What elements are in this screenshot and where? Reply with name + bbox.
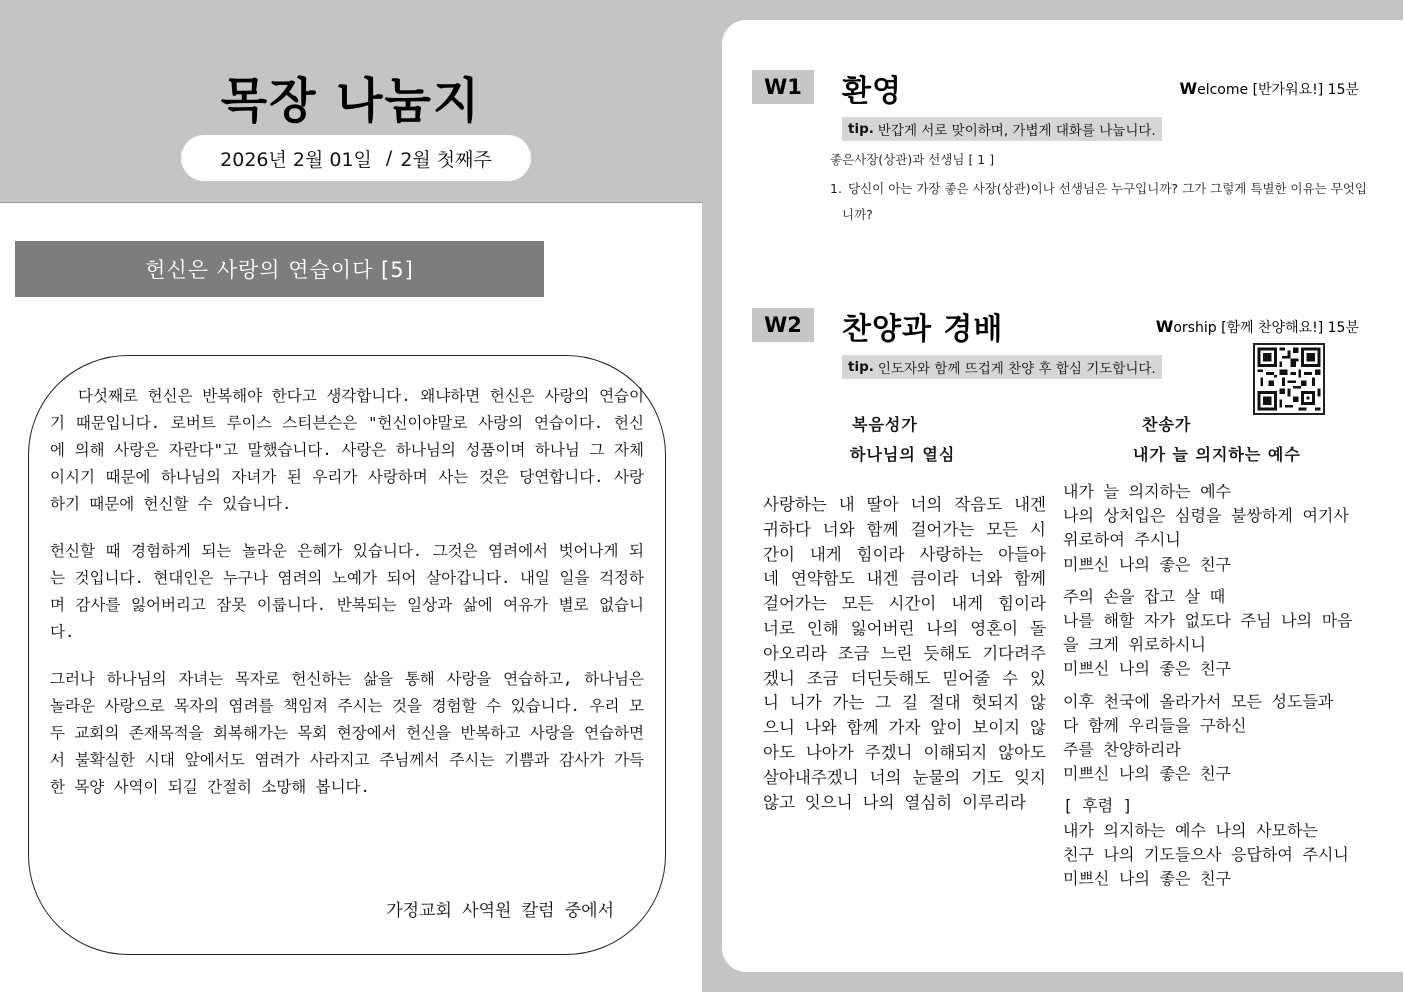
- column-paragraph: 그러나 하나님의 자녀는 목자로 헌신하는 삶을 통해 사랑을 연습하고, 하나님은 놀라운 사랑으로 목자의 염려를 책임져 주시는 것을 경험할 수 있습니다. 우리 모두 교회의 존재목적을 회복해가는 목회 현장에서 헌신을 반복하고 사랑을 연습하면서 불확실한 시대 앞에서도 염려가 사라지고 주님께서 주시는 기쁨과 감사가 가득한 목양 사역이 되길 간절히 소망해 봅니다.: [50, 670, 644, 796]
- column-title-banner: 헌신은 사랑의 연습이다 [5]: [15, 241, 544, 297]
- w1-topic: 좋은사장(상관)과 선생님 [ 1 ]: [830, 152, 995, 167]
- header-divider: [0, 202, 702, 203]
- w2-title: 찬양과 경배: [842, 312, 1004, 347]
- page-title: 목장 나눔지: [220, 73, 482, 129]
- w1-subtitle-cap: W: [1179, 79, 1198, 98]
- question-line-1: 당신이 아는 가장 좋은 사장(상관)이나 선생님은 누구입니까? 그가 그렇게 특별한 이유는 무엇입: [848, 181, 1367, 196]
- w2-tip: [842, 355, 1162, 379]
- w1-badge: W1: [752, 70, 814, 104]
- song1-lyrics: 사랑하는 내 딸아 너의 작음도 내겐 귀하다 너와 함께 걸어가는 모든 시간이 내게 힘이라 사랑하는 아들아 네 연약함도 내겐 큼이라 너와 함께 걸어가는 모든 시간이 내게 힘이라 너로 인해 잃어버린 나의 영혼이 돌아오리라 조금 느린 듯해도 기다려주겠니 조금 더딘듯해도 믿어줄 수 있니 니가 가는 그 길 절대 헛되지 않으니 나와 함께 가자 앞이 보이지 않아도 나아가 주겠니 이해되지 않아도 살아내주겠니 너의 눈물의 기도 잊지 않고 잇으니 나의 열심히 이루리라: [763, 495, 1046, 812]
- column-paragraph: 헌신할 때 경험하게 되는 놀라운 은혜가 있습니다. 그것은 염려에서 벗어나게 되는 것입니다. 현대인은 누구나 염려의 노예가 되어 살아갑니다. 내일 일을 걱정하며 감사를 잃어버리고 잠못 이룹니다. 반복되는 일상과 삶에 여유가 별로 없습니다.: [50, 542, 644, 641]
- song2-lyrics: [1063, 480, 1375, 899]
- w1-tip-text: 반갑게 서로 맞이하며, 가볍게 대화를 나눕니다.: [877, 123, 1156, 139]
- question-number: 1.: [830, 181, 842, 196]
- song2-stanza: [1063, 794, 1375, 891]
- lyric-line: 나의 상처입은 심령을 불쌍하게 여기사: [1063, 506, 1349, 526]
- left-header: [0, 0, 702, 202]
- question-line-2: 니까?: [842, 207, 873, 222]
- lyric-line: 내가 의지하는 예수 나의 사모하는: [1063, 820, 1318, 840]
- w1-subtitle-rest: elcome [반가워요!] 15분: [1197, 82, 1359, 98]
- song2-category: 찬송가: [1142, 415, 1192, 434]
- w1-question: [830, 176, 1370, 228]
- song2-stanza: [1063, 690, 1375, 787]
- lyric-line: 주를 찬양하리라: [1063, 740, 1181, 760]
- song1-category: 복음성가: [852, 415, 918, 434]
- w2-subtitle-rest: orship [함께 찬양해요!] 15분: [1173, 320, 1359, 336]
- lyric-line: 을 크게 위로하시니: [1063, 635, 1206, 655]
- song1-title: 하나님의 열심: [850, 445, 956, 464]
- week-text: 2월 첫째주: [400, 148, 492, 171]
- w2-subtitle-cap: W: [1155, 317, 1174, 336]
- date-text: 2026년 2월 01일: [220, 148, 372, 171]
- date-pill: [181, 135, 531, 181]
- column-source: 가정교회 사역원 칼럼 중에서: [386, 901, 614, 921]
- w1-tip: [842, 117, 1162, 141]
- lyric-line: 미쁘신 나의 좋은 친구: [1063, 764, 1232, 784]
- lyric-line: 미쁘신 나의 좋은 친구: [1063, 869, 1232, 889]
- qr-code-graphic: [1255, 345, 1323, 413]
- w2-badge: W2: [752, 308, 814, 342]
- lyric-line: 내가 늘 의지하는 예수: [1063, 482, 1232, 501]
- song2-stanza: [1063, 480, 1375, 577]
- song2-stanza: [1063, 585, 1375, 682]
- lyric-line: 친구 나의 기도들으사 응답하여 주시니: [1063, 844, 1349, 864]
- lyric-line: 미쁘신 나의 좋은 친구: [1063, 554, 1232, 574]
- w2-tip-label: tip.: [848, 359, 874, 375]
- w1-subtitle: [1179, 79, 1359, 99]
- lyric-line: 미쁘신 나의 좋은 친구: [1063, 659, 1232, 679]
- lyric-line: 위로하여 주시니: [1063, 530, 1181, 550]
- qr-code-icon[interactable]: [1253, 343, 1325, 415]
- lyric-line: 주의 손을 잡고 살 때: [1063, 586, 1226, 606]
- w1-tip-label: tip.: [848, 121, 874, 137]
- column-body: [50, 383, 644, 821]
- lyric-line: 이후 천국에 올라가서 모든 성도들과: [1063, 691, 1334, 711]
- lyric-line: [ 후렴 ]: [1063, 796, 1133, 816]
- lyric-line: 다 함께 우리들을 구하신: [1063, 715, 1247, 735]
- lyric-line: 나를 해할 자가 없도다 주님 나의 마음: [1063, 611, 1353, 631]
- date-separator: /: [385, 147, 393, 169]
- w1-title: 환영: [842, 74, 902, 109]
- w2-tip-text: 인도자와 함께 뜨겁게 찬양 후 합심 기도합니다.: [877, 361, 1156, 377]
- w2-subtitle: [1156, 317, 1359, 337]
- column-paragraph: 다섯째로 헌신은 반복해야 한다고 생각합니다. 왜냐하면 헌신은 사랑의 연습이기 때문입니다. 로버트 루이스 스티븐슨은 "헌신이야말로 사랑의 연습이다. 헌신에 의해 사랑은 자란다"고 말했습니다. 사랑은 하나님의 성품이며 하나님 그 자체이시기 때문에 하나님의 자녀가 된 우리가 사랑하며 사는 것은 당연합니다. 사랑하기 때문에 헌신할 수 있습니다.: [50, 387, 644, 513]
- song2-title: 내가 늘 의지하는 예수: [1133, 445, 1301, 464]
